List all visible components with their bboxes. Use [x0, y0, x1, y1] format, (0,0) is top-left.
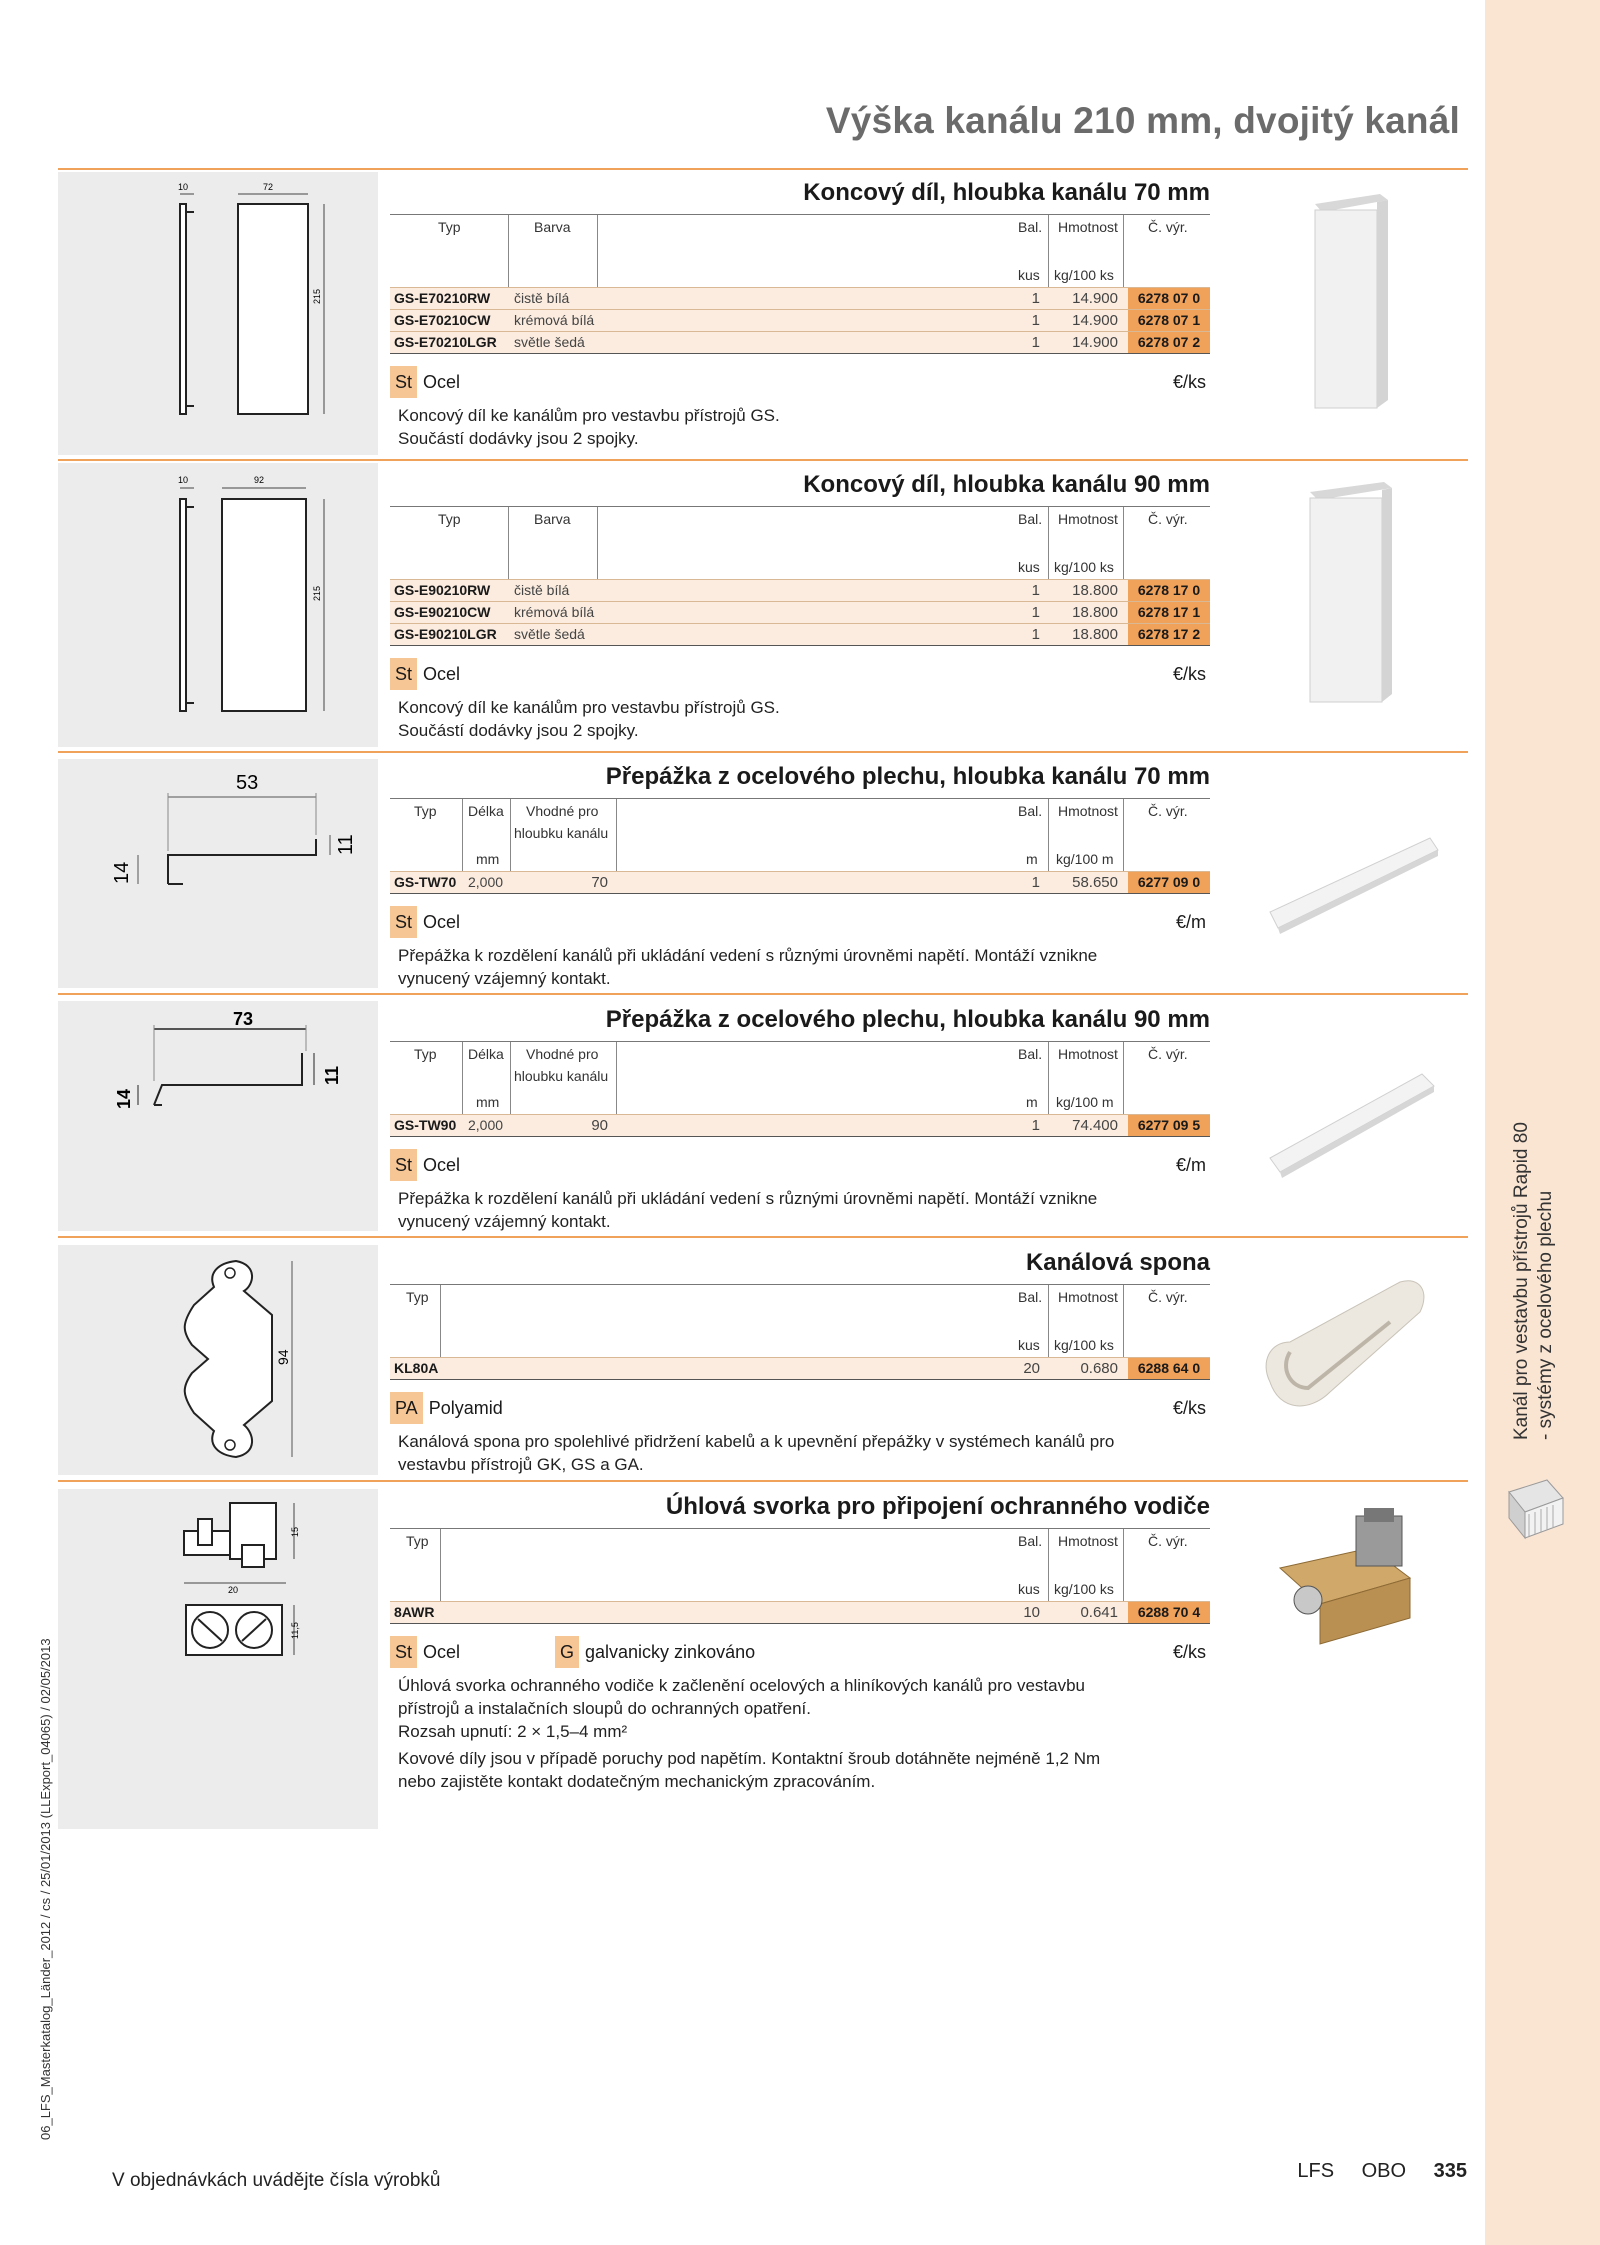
divider-photo: [1262, 820, 1442, 940]
svg-text:215: 215: [312, 288, 322, 304]
table-row: 8AWR 10 0.641 6288 70 4: [390, 1601, 1210, 1624]
section-title: Přepážka z ocelového plechu, hloubka kanálu 70 mm: [605, 763, 1210, 790]
svg-text:11: 11: [322, 1065, 342, 1085]
svg-text:94: 94: [275, 1349, 291, 1365]
table-header: Typ Bal. Hmotnost Č. výr. kus kg/100 ks: [390, 1285, 1210, 1357]
price-unit: €/m: [1175, 912, 1206, 932]
svg-text:92: 92: [254, 475, 265, 485]
svg-text:15: 15: [290, 1526, 300, 1537]
price-unit: €/ks: [1172, 1642, 1206, 1662]
table-row: GS-E90210RW čistě bílá 1 18.800 6278 17 0: [390, 579, 1210, 601]
section-divider: [58, 751, 1468, 753]
technical-drawing: [58, 1245, 378, 1475]
svg-text:72: 72: [263, 182, 274, 192]
svg-text:14: 14: [111, 861, 133, 884]
page-footer: LFS OBO 335: [1297, 2160, 1467, 2182]
description: Úhlová svorka ochranného vodiče k začlenění ocelových a hliníkových kanálů pro vestavbu přístrojů a instalačních sloupů do ochranných opatření. Rozsah upnutí: 2 × 1,5–4 mm² Kovové díly jsou v případě poruchy pod napětím. Kontaktní šroub dotáhněte nejméně 1,2 Nm nebo zajistěte kontakt dodatečným mechanickým zpracováním.: [398, 1676, 1101, 1791]
price-unit: €/ks: [1172, 1398, 1206, 1418]
svg-text:10: 10: [178, 475, 189, 485]
material-line: St Ocel €/ks: [390, 366, 1210, 398]
material-line: St Ocel €/m: [390, 1149, 1210, 1181]
section-title: Kanálová spona: [1025, 1249, 1210, 1276]
description: Koncový díl ke kanálům pro vestavbu přístrojů GS. Součástí dodávky jsou 2 spojky.: [398, 698, 780, 740]
section-title: Koncový díl, hloubka kanálu 70 mm: [803, 179, 1210, 206]
material-tag: St: [390, 1149, 417, 1181]
product-section-earth-clamp: [390, 1492, 1210, 1793]
section-divider: [58, 1480, 1468, 1482]
material-line: St Ocel G galvanicky zinkováno €/ks: [390, 1636, 1210, 1668]
description: Koncový díl ke kanálům pro vestavbu přístrojů GS. Součástí dodávky jsou 2 spojky.: [398, 406, 780, 448]
description: Kanálová spona pro spolehlivé přidržení kabelů a k upevnění přepážky v systémech kanálů pro vestavbu přístrojů GK, GS a GA.: [398, 1432, 1115, 1474]
material-tag: St: [390, 1636, 417, 1668]
product-section-channel-clip: [390, 1248, 1210, 1476]
section-title: Úhlová svorka pro připojení ochranného vodiče: [665, 1493, 1210, 1520]
svg-text:10: 10: [178, 182, 189, 192]
svg-text:73: 73: [233, 1009, 254, 1029]
section-title: Koncový díl, hloubka kanálu 90 mm: [803, 471, 1210, 498]
technical-drawing: [58, 759, 378, 988]
product-table: [390, 1284, 1210, 1380]
technical-drawing: [58, 1001, 378, 1231]
table-row: GS-E70210CW krémová bílá 1 14.900 6278 07 1: [390, 309, 1210, 331]
product-table: [390, 1041, 1210, 1137]
earth-clamp-photo: [1260, 1508, 1440, 1658]
technical-drawing: [58, 1489, 378, 1829]
table-header: Typ Barva Bal. Hmotnost Č. výr. kus kg/100 ks: [390, 215, 1210, 287]
table-row: GS-TW70 2,000 70 1 58.650 6277 09 0: [390, 871, 1210, 894]
end-piece-photo: [1300, 190, 1400, 420]
material-line: St Ocel €/ks: [390, 658, 1210, 690]
table-row: GS-E70210LGR světle šedá 1 14.900 6278 07 2: [390, 331, 1210, 354]
section-divider: [58, 993, 1468, 995]
technical-drawing: [58, 172, 378, 455]
description: Přepážka k rozdělení kanálů při ukládání vedení s různými úrovněmi napětí. Montáží vznikne vynucený vzájemný kontakt.: [398, 1189, 1098, 1231]
section-divider: [58, 1236, 1468, 1238]
page-title: Výška kanálu 210 mm, dvojitý kanál: [825, 100, 1460, 141]
description: Přepážka k rozdělení kanálů při ukládání vedení s různými úrovněmi napětí. Montáží vznikne vynucený vzájemný kontakt.: [398, 946, 1098, 988]
material-line: PA Polyamid €/ks: [390, 1392, 1210, 1424]
svg-text:11,5: 11,5: [290, 1622, 300, 1639]
price-unit: €/ks: [1172, 664, 1206, 684]
table-header: Typ Délka Vhodné pro hloubku kanálu Bal. Hmotnost Č. výr. mm m kg/100 m: [390, 1042, 1210, 1114]
side-category-label: Kanál pro vestavbu přístrojů Rapid 80 - systémy z ocelového plechu: [1511, 1122, 1556, 1440]
material-line: St Ocel €/m: [390, 906, 1210, 938]
product-table: [390, 506, 1210, 646]
material-tag: St: [390, 366, 417, 398]
material-tag: PA: [390, 1392, 423, 1424]
page-number: 335: [1433, 2160, 1467, 2182]
section-divider: [58, 168, 1468, 170]
print-metadata: 06_LFS_Masterkatalog_Länder_2012 / cs / 25/01/2013 (LLExport_04065) / 02/05/2013: [38, 1638, 53, 2140]
channel-clip-photo: [1250, 1272, 1450, 1432]
svg-text:53: 53: [236, 772, 259, 794]
table-header: Typ Barva Bal. Hmotnost Č. výr. kus kg/100 ks: [390, 507, 1210, 579]
material-tag: St: [390, 658, 417, 690]
section-divider: [58, 459, 1468, 461]
finish-tag: G: [555, 1636, 579, 1668]
table-row: GS-E90210CW krémová bílá 1 18.800 6278 17 1: [390, 601, 1210, 623]
svg-text:215: 215: [312, 585, 322, 601]
product-table: [390, 1528, 1210, 1624]
table-row: GS-E90210LGR světle šedá 1 18.800 6278 17 2: [390, 623, 1210, 646]
channel-thumbnail-icon: [1507, 1478, 1565, 1540]
price-unit: €/m: [1175, 1155, 1206, 1175]
svg-text:11: 11: [335, 834, 357, 855]
product-section-divider-90: [390, 1005, 1210, 1233]
product-section-end-piece-90: [390, 470, 1210, 742]
product-section-end-piece-70: [390, 178, 1210, 450]
svg-text:14: 14: [114, 1088, 134, 1109]
section-title: Přepážka z ocelového plechu, hloubka kanálu 90 mm: [605, 1006, 1210, 1033]
price-unit: €/ks: [1172, 372, 1206, 392]
order-note: V objednávkách uvádějte čísla výrobků: [112, 2170, 441, 2191]
table-row: GS-E70210RW čistě bílá 1 14.900 6278 07 0: [390, 287, 1210, 309]
product-section-divider-70: [390, 762, 1210, 990]
table-header: Typ Délka Vhodné pro hloubku kanálu Bal. Hmotnost Č. výr. mm m kg/100 m: [390, 799, 1210, 871]
svg-text:20: 20: [228, 1585, 239, 1595]
end-piece-photo: [1300, 482, 1400, 712]
table-row: GS-TW90 2,000 90 1 74.400 6277 09 5: [390, 1114, 1210, 1137]
product-table: [390, 798, 1210, 894]
table-header: Typ Bal. Hmotnost Č. výr. kus kg/100 ks: [390, 1529, 1210, 1601]
product-table: [390, 214, 1210, 354]
table-row: KL80A 20 0.680 6288 64 0: [390, 1357, 1210, 1380]
divider-photo: [1262, 1062, 1442, 1182]
technical-drawing: [58, 463, 378, 747]
material-tag: St: [390, 906, 417, 938]
